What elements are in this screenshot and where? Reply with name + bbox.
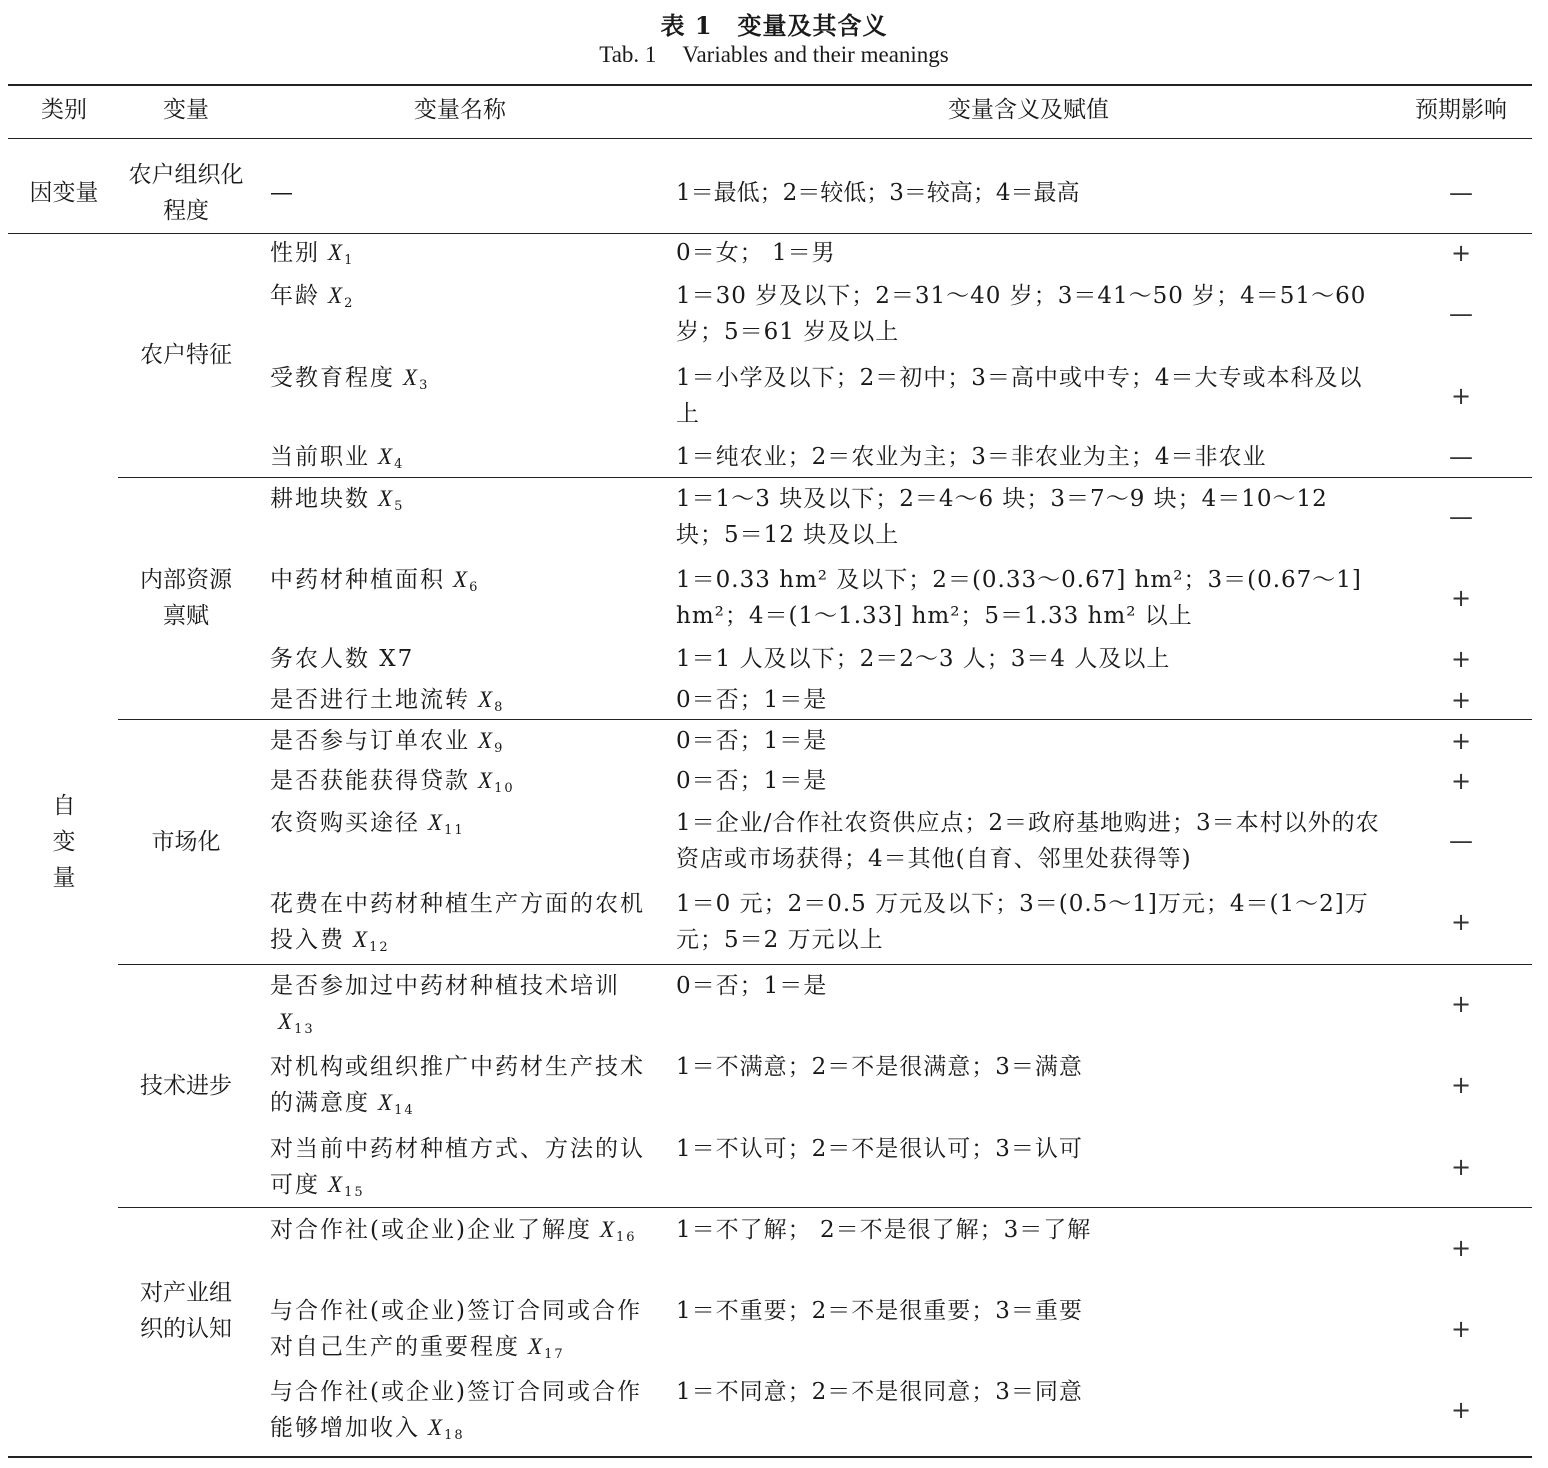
variable-meaning: 1＝不同意；2＝不是很同意；3＝同意 [676,1379,1083,1405]
variable-name-text: 与合作社(或企业)签订合同或合作能够增加收入 [270,1379,642,1441]
variable-name-text: 对当前中药材种植方式、方法的认可度 [270,1136,645,1198]
variable-meaning: 0＝否；1＝是 [676,728,828,754]
variable-symbol: X [599,1217,617,1242]
variable-name-text: 花费在中药材种植生产方面的农机投入费 [270,891,645,953]
variable-meaning: 1＝0 元；2＝0.5 万元及以下；3＝(0.5～1]万元；4＝(1～2]万元；5＝2 万元以上 [676,891,1369,953]
header-name: 变量名称 [414,97,506,123]
variable-symbol: X [428,1415,445,1440]
variable-subscript: 9 [494,741,505,756]
variable-subscript: 5 [394,499,405,514]
group-label: 内部资源禀赋 [140,567,232,629]
expected-effect: + [1450,727,1472,755]
independent-category: 自变量 [52,793,76,891]
header-variable: 变量 [163,97,209,123]
variable-subscript: 3 [419,378,430,393]
variable-meaning: 1＝小学及以下；2＝初中；3＝高中或中专；4＝大专或本科及以上 [676,365,1363,427]
variable-meaning: 1＝不认可；2＝不是很认可；3＝认可 [676,1136,1083,1162]
variable-name-text: 年龄 [270,283,320,309]
header-rule [8,138,1532,139]
variable-name-text: 当前职业 [270,444,370,470]
variable-symbol: X [353,927,370,952]
variable-meaning: 1＝不满意；2＝不是很满意；3＝满意 [676,1054,1083,1080]
header-category: 类别 [41,97,87,123]
variable-name [270,360,660,404]
group-label: 技术进步 [140,1073,232,1099]
variable-meaning: 1＝不重要；2＝不是很重要；3＝重要 [676,1298,1083,1324]
group-label: 市场化 [151,829,221,855]
expected-effect: + [1450,908,1472,936]
variable-name-text: 是否参与订单农业 [270,728,470,754]
variable-name-text: 是否获能获得贷款 [270,768,470,794]
dependent-effect: — [1449,179,1473,207]
variable-meaning: 0＝女； 1＝男 [676,240,836,266]
variable-name [270,278,660,322]
variable-name [270,805,660,849]
variable-symbol: X [378,444,395,469]
variable-subscript: 10 [494,781,515,796]
expected-effect: — [1449,827,1473,855]
variable-meaning: 0＝否；1＝是 [676,768,828,794]
group-rule [118,719,1532,720]
variable-symbol: X [453,567,470,592]
group-rule [118,964,1532,965]
group-label: 对产业组织的认知 [140,1280,232,1342]
variable-symbol: X [528,1334,545,1359]
variable-symbol: X [428,810,445,835]
expected-effect: + [1450,645,1472,673]
expected-effect: + [1450,990,1472,1018]
variable-meaning: 1＝30 岁及以下；2＝31～40 岁；3＝41～50 岁；4＝51～60 岁；5＝61 岁及以上 [676,283,1367,345]
variable-name-text: 与合作社(或企业)签订合同或合作对自己生产的重要程度 [270,1298,642,1360]
variable-name [270,886,660,966]
variable-subscript: 15 [344,1185,365,1200]
variable-meaning: 1＝1 人及以下；2＝2～3 人；3＝4 人及以上 [676,646,1171,672]
dependent-name: — [270,180,293,206]
variable-meaning: 0＝否；1＝是 [676,973,828,999]
variable-name [270,1293,660,1373]
variable-subscript: 12 [369,940,390,955]
dependent-category: 因变量 [29,180,99,206]
variable-symbol: X [403,365,420,390]
expected-effect: + [1450,584,1472,612]
variable-name-text: 对机构或组织推广中药材生产技术的满意度 [270,1054,645,1116]
variable-name [270,723,660,767]
expected-effect: — [1449,443,1473,471]
variable-name [270,1049,660,1129]
group-rule [118,477,1532,478]
expected-effect: — [1449,300,1473,328]
variable-name [270,562,660,606]
group-rule [118,1207,1532,1208]
variable-name [270,968,660,1048]
variable-name-text: 是否进行土地流转 [270,687,470,713]
variable-name-text: 受教育程度 [270,365,395,391]
variable-meaning: 1＝0.33 hm² 及以下；2＝(0.33～0.67] hm²；3＝(0.67～1] hm²；4＝(1～1.33] hm²；5＝1.33 hm² 以上 [676,567,1362,629]
expected-effect: + [1450,239,1472,267]
variable-symbol: X [278,1009,295,1034]
variable-subscript: 13 [294,1022,315,1037]
expected-effect: + [1450,1315,1472,1343]
variable-name [270,763,660,807]
expected-effect: + [1450,686,1472,714]
variable-name-text: 耕地块数 [270,486,370,512]
header-meaning: 变量含义及赋值 [948,97,1109,123]
dependent-variable: 农户组织化程度 [128,162,244,224]
variable-subscript: 17 [544,1347,565,1362]
variable-name-text: 性别 [270,240,320,266]
variable-meaning: 1＝不了解； 2＝不是很了解；3＝了解 [676,1217,1092,1243]
header-effect: 预期影响 [1415,97,1507,123]
variable-symbol: X [328,283,345,308]
variable-name-text: 中药材种植面积 [270,567,445,593]
variable-subscript: 2 [344,296,355,311]
expected-effect: — [1449,503,1473,531]
table-title-cn: 表 1 变量及其含义 [660,11,888,40]
variable-name [270,481,660,525]
table-caption-en: Variables and their meanings [682,42,949,67]
variable-subscript: 18 [444,1428,465,1443]
variable-symbol: X [378,1090,395,1115]
variable-meaning: 1＝1～3 块及以下；2＝4～6 块；3＝7～9 块；4＝10～12 块；5＝12 块及以上 [676,486,1328,548]
variable-name-text: 是否参加过中药材种植技术培训 [270,973,620,999]
bottom-rule [8,1456,1532,1458]
dependent-rule [8,233,1532,234]
variable-name [270,1131,660,1211]
variable-name [270,1212,660,1256]
variable-name [270,1374,660,1454]
expected-effect: + [1450,382,1472,410]
dependent-meaning: 1＝最低；2＝较低；3＝较高；4＝最高 [676,180,1080,206]
expected-effect: + [1450,1234,1472,1262]
expected-effect: + [1450,1396,1472,1424]
variable-meaning: 0＝否；1＝是 [676,687,828,713]
table-title-en [0,42,1548,68]
variable-name-text: 对合作社(或企业)企业了解度 [270,1217,592,1243]
variable-symbol: X [478,768,495,793]
expected-effect: + [1450,1153,1472,1181]
variable-symbol: X [328,240,345,265]
variable-subscript: 4 [394,457,405,472]
variable-name [270,641,660,677]
variable-subscript: 16 [616,1230,637,1245]
variable-subscript: 11 [444,823,465,838]
variable-symbol: X [378,486,395,511]
variable-name [270,235,660,279]
top-rule [8,84,1532,86]
variable-subscript: 6 [469,580,480,595]
variable-meaning: 1＝企业/合作社农资供应点；2＝政府基地购进；3＝本村以外的农资店或市场获得；4＝其他(自育、邻里处获得等) [676,810,1380,872]
variable-symbol: X [478,728,495,753]
variable-subscript: 14 [394,1103,415,1118]
variable-meaning: 1＝纯农业；2＝农业为主；3＝非农业为主；4＝非农业 [676,444,1267,470]
variable-name-text: 务农人数 X7 [270,646,415,672]
variable-subscript: 8 [494,700,505,715]
table-number-en: Tab. 1 [599,42,657,67]
group-label: 农户特征 [140,342,232,368]
expected-effect: + [1450,1071,1472,1099]
variable-symbol: X [328,1172,345,1197]
variable-name-text: 农资购买途径 [270,810,420,836]
variable-subscript: 1 [344,253,355,268]
expected-effect: + [1450,767,1472,795]
variable-symbol: X [478,687,495,712]
